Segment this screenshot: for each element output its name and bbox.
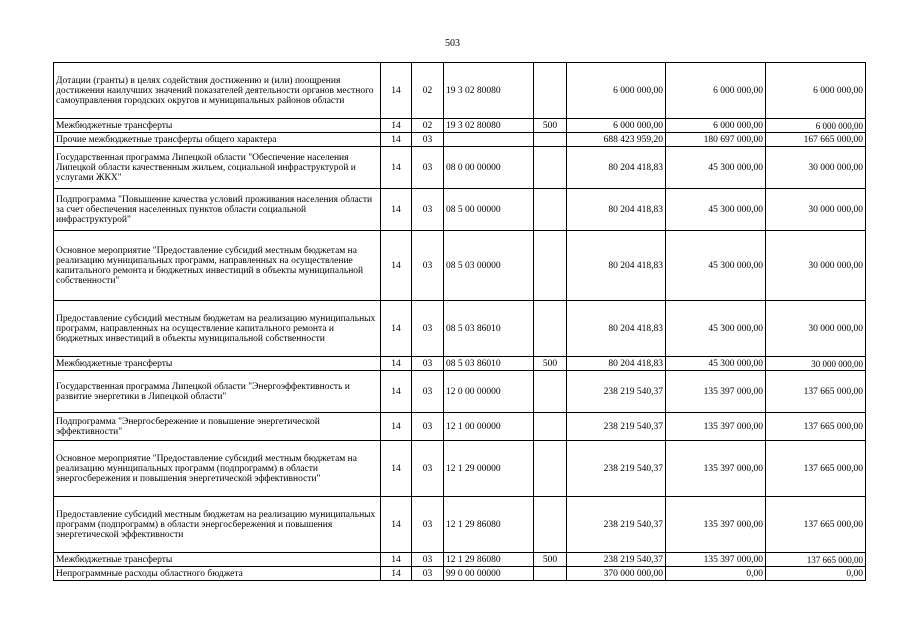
section-code: 03 xyxy=(412,371,444,413)
row-name: Основное мероприятие "Предоставление субсидий местным бюджетам на реализацию муниципальных программ, направленных на осуществление капитального ремонта и бюджетных инвестиций в объекты муниципальной собственности" xyxy=(54,231,381,301)
target-article: 19 3 02 80080 xyxy=(444,119,534,133)
amount-year-1: 80 204 418,83 xyxy=(567,231,666,301)
amount-year-3: 0,00 xyxy=(766,567,866,581)
amount-year-3: 167 665 000,00 xyxy=(766,133,866,147)
row-name: Предоставление субсидий местным бюджетам на реализацию муниципальных программ, направленных на осуществление капитального ремонта и бюджетных инвестиций в объекты муниципальной собственности xyxy=(54,301,381,357)
section-code: 03 xyxy=(412,413,444,441)
ministry-code: 14 xyxy=(381,567,412,581)
target-article: 08 5 03 86010 xyxy=(444,301,534,357)
amount-year-3: 137 665 000,00 xyxy=(766,371,866,413)
target-article: 12 1 00 00000 xyxy=(444,413,534,441)
ministry-code: 14 xyxy=(381,441,412,497)
budget-table xyxy=(53,62,866,581)
amount-year-2: 6 000 000,00 xyxy=(666,63,766,119)
table-row xyxy=(54,63,866,119)
amount-year-3: 30 000 000,00 xyxy=(766,189,866,231)
amount-year-2: 45 300 000,00 xyxy=(666,189,766,231)
row-name: Предоставление субсидий местным бюджетам на реализацию муниципальных программ (подпрограмм) в области энергосбережения и повышения энергетической эффективности xyxy=(54,497,381,553)
table-row xyxy=(54,497,866,553)
target-article: 19 3 02 80080 xyxy=(444,63,534,119)
amount-year-3: 30 000 000,00 xyxy=(766,147,866,189)
expense-type xyxy=(534,497,567,553)
section-code: 03 xyxy=(412,147,444,189)
ministry-code: 14 xyxy=(381,553,412,567)
amount-year-1: 688 423 959,20 xyxy=(567,133,666,147)
target-article: 12 1 29 86080 xyxy=(444,553,534,567)
expense-type: 500 xyxy=(534,553,567,567)
ministry-code: 14 xyxy=(381,147,412,189)
section-code: 03 xyxy=(412,553,444,567)
row-name: Межбюджетные трансферты xyxy=(54,119,381,133)
amount-year-2: 6 000 000,00 xyxy=(666,119,766,133)
amount-year-3: 137 665 000,00 xyxy=(766,441,866,497)
table-row xyxy=(54,371,866,413)
amount-year-3: 30 000 000,00 xyxy=(766,231,866,301)
row-name: Межбюджетные трансферты xyxy=(54,357,381,371)
amount-year-1: 80 204 418,83 xyxy=(567,147,666,189)
amount-year-3: 137 665 000,00 xyxy=(766,497,866,553)
amount-year-3: 137 665 000,00 xyxy=(766,553,866,567)
table-row xyxy=(54,553,866,567)
row-name: Непрограммные расходы областного бюджета xyxy=(54,567,381,581)
amount-year-2: 135 397 000,00 xyxy=(666,371,766,413)
amount-year-1: 370 000 000,00 xyxy=(567,567,666,581)
section-code: 03 xyxy=(412,357,444,371)
target-article xyxy=(444,133,534,147)
amount-year-1: 238 219 540,37 xyxy=(567,497,666,553)
table-row xyxy=(54,231,866,301)
expense-type xyxy=(534,147,567,189)
ministry-code: 14 xyxy=(381,189,412,231)
amount-year-1: 80 204 418,83 xyxy=(567,357,666,371)
expense-type xyxy=(534,133,567,147)
amount-year-2: 45 300 000,00 xyxy=(666,231,766,301)
section-code: 03 xyxy=(412,441,444,497)
amount-year-1: 238 219 540,37 xyxy=(567,371,666,413)
amount-year-3: 6 000 000,00 xyxy=(766,119,866,133)
expense-type xyxy=(534,231,567,301)
amount-year-2: 45 300 000,00 xyxy=(666,147,766,189)
expense-type xyxy=(534,301,567,357)
ministry-code: 14 xyxy=(381,371,412,413)
row-name: Подпрограмма "Повышение качества условий проживания населения области за счет обеспечения населенных пунктов области социальной инфраструктурой" xyxy=(54,189,381,231)
ministry-code: 14 xyxy=(381,357,412,371)
expense-type xyxy=(534,189,567,231)
target-article: 08 5 00 00000 xyxy=(444,189,534,231)
row-name: Государственная программа Липецкой области "Энергоэффективность и развитие энергетики в Липецкой области" xyxy=(54,371,381,413)
amount-year-3: 137 665 000,00 xyxy=(766,413,866,441)
ministry-code: 14 xyxy=(381,413,412,441)
amount-year-2: 135 397 000,00 xyxy=(666,553,766,567)
section-code: 03 xyxy=(412,231,444,301)
section-code: 03 xyxy=(412,497,444,553)
amount-year-1: 80 204 418,83 xyxy=(567,189,666,231)
expense-type xyxy=(534,63,567,119)
expense-type xyxy=(534,441,567,497)
section-code: 02 xyxy=(412,119,444,133)
amount-year-1: 6 000 000,00 xyxy=(567,63,666,119)
amount-year-1: 238 219 540,37 xyxy=(567,441,666,497)
table-row xyxy=(54,189,866,231)
table-row xyxy=(54,119,866,133)
amount-year-2: 45 300 000,00 xyxy=(666,357,766,371)
amount-year-2: 180 697 000,00 xyxy=(666,133,766,147)
table-row xyxy=(54,133,866,147)
table-row xyxy=(54,567,866,581)
section-code: 03 xyxy=(412,133,444,147)
row-name: Основное мероприятие "Предоставление субсидий местным бюджетам на реализацию муниципальных программ (подпрограмм) в области энергосбережения и повышения энергетической эффективности" xyxy=(54,441,381,497)
row-name: Государственная программа Липецкой области "Обеспечение населения Липецкой области качественным жильем, социальной инфраструктурой и услугами ЖКХ" xyxy=(54,147,381,189)
expense-type: 500 xyxy=(534,119,567,133)
target-article: 08 0 00 00000 xyxy=(444,147,534,189)
ministry-code: 14 xyxy=(381,63,412,119)
table-row xyxy=(54,357,866,371)
section-code: 03 xyxy=(412,567,444,581)
target-article: 12 1 29 00000 xyxy=(444,441,534,497)
row-name: Дотации (гранты) в целях содействия достижению и (или) поощрения достижения наилучших значений показателей деятельности органов местного самоуправления городских округов и муниципальных районов области xyxy=(54,63,381,119)
amount-year-1: 238 219 540,37 xyxy=(567,413,666,441)
section-code: 03 xyxy=(412,301,444,357)
table-row xyxy=(54,147,866,189)
amount-year-1: 238 219 540,37 xyxy=(567,553,666,567)
ministry-code: 14 xyxy=(381,119,412,133)
page-number: 503 xyxy=(445,38,460,49)
amount-year-3: 6 000 000,00 xyxy=(766,63,866,119)
section-code: 02 xyxy=(412,63,444,119)
amount-year-2: 135 397 000,00 xyxy=(666,497,766,553)
expense-type: 500 xyxy=(534,357,567,371)
table-row xyxy=(54,441,866,497)
target-article: 12 0 00 00000 xyxy=(444,371,534,413)
amount-year-1: 80 204 418,83 xyxy=(567,301,666,357)
table-row xyxy=(54,301,866,357)
section-code: 03 xyxy=(412,189,444,231)
amount-year-2: 0,00 xyxy=(666,567,766,581)
expense-type xyxy=(534,371,567,413)
ministry-code: 14 xyxy=(381,231,412,301)
amount-year-2: 45 300 000,00 xyxy=(666,301,766,357)
target-article: 12 1 29 86080 xyxy=(444,497,534,553)
ministry-code: 14 xyxy=(381,497,412,553)
amount-year-2: 135 397 000,00 xyxy=(666,441,766,497)
target-article: 99 0 00 00000 xyxy=(444,567,534,581)
target-article: 08 5 03 00000 xyxy=(444,231,534,301)
table-row xyxy=(54,413,866,441)
expense-type xyxy=(534,567,567,581)
amount-year-3: 30 000 000,00 xyxy=(766,301,866,357)
amount-year-2: 135 397 000,00 xyxy=(666,413,766,441)
amount-year-1: 6 000 000,00 xyxy=(567,119,666,133)
ministry-code: 14 xyxy=(381,301,412,357)
row-name: Межбюджетные трансферты xyxy=(54,553,381,567)
target-article: 08 5 03 86010 xyxy=(444,357,534,371)
row-name: Прочие межбюджетные трансферты общего характера xyxy=(54,133,381,147)
amount-year-3: 30 000 000,00 xyxy=(766,357,866,371)
expense-type xyxy=(534,413,567,441)
row-name: Подпрограмма "Энергосбережение и повышение энергетической эффективности" xyxy=(54,413,381,441)
ministry-code: 14 xyxy=(381,133,412,147)
